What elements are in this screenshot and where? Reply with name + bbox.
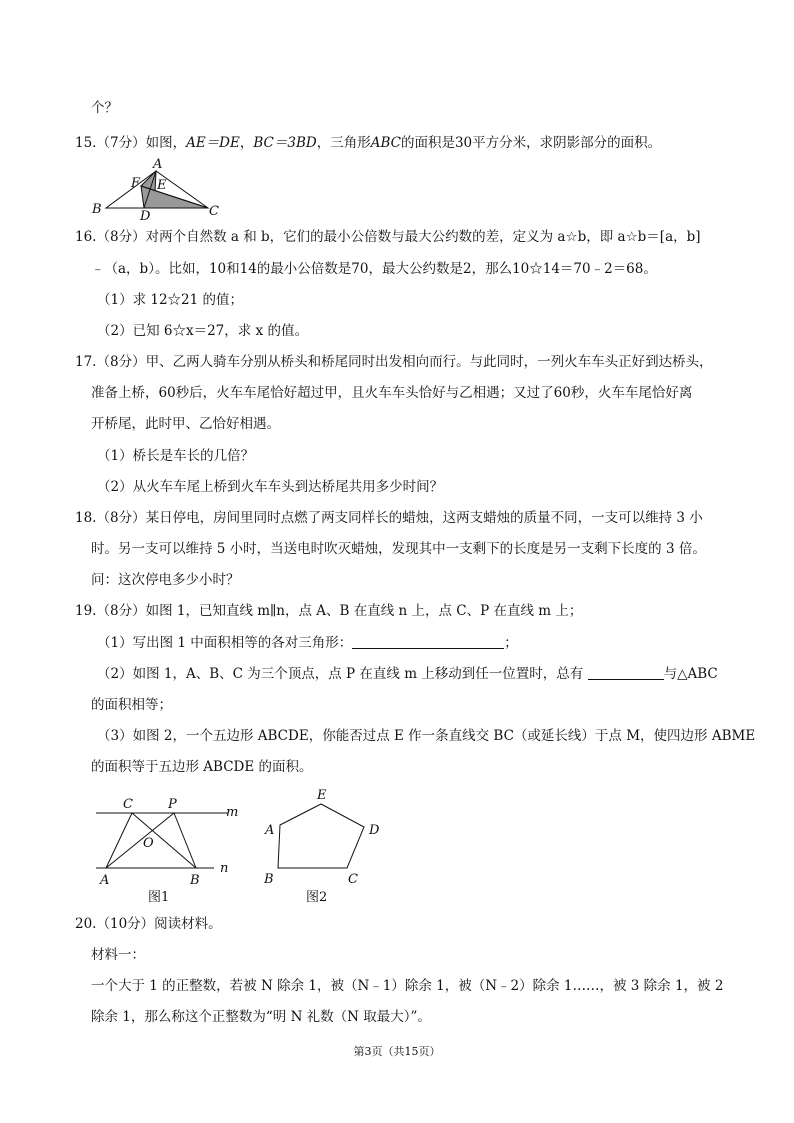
q19-blank-2[interactable] <box>588 665 664 680</box>
q16-sub1: （1）求 12☆21 的值； <box>97 292 244 308</box>
question-20 <box>75 914 222 934</box>
q15-label-d: D <box>140 209 151 222</box>
q15-label-b: B <box>92 202 102 217</box>
q15-label-a: A <box>153 157 163 172</box>
q18-line2: 时。另一支可以维持 5 小时，当送电时吹灭蜡烛，发现其中一支剩下的长度是另一支剩下长度的 3 倍。 <box>91 541 706 557</box>
q19-blank-1[interactable] <box>352 634 504 649</box>
q20-line2: 除余 1，那么称这个正整数为“明 N 礼数（N 取最大）”。 <box>91 1009 431 1025</box>
q16-sub2: （2）已知 6☆x＝27，求 x 的值。 <box>97 323 308 339</box>
q19-points: （8分） <box>96 603 146 619</box>
question-15 <box>75 133 661 153</box>
fig2-label-c: C <box>348 872 358 887</box>
q15-text-b: ，三角形 <box>316 135 371 151</box>
question-18 <box>75 508 703 528</box>
fig2-label-a: A <box>265 823 275 838</box>
q16-points: （8分） <box>96 229 146 245</box>
q19-sub3: （3）如图 2，一个五边形 ABCDE，你能否过点 E 作一条直线交 BC（或延长线）于点 M，使四边形 ABME <box>97 728 756 744</box>
q17-points: （8分） <box>96 354 146 370</box>
q15-eq2: BC＝3BD <box>253 135 317 151</box>
q15-label-e: E <box>157 178 167 193</box>
q20-points: （10分） <box>96 916 155 932</box>
q19-line1: 如图 1，已知直线 m∥n，点 A、B 在直线 n 上，点 C、P 在直线 m 上； <box>145 603 583 619</box>
q15-sep: ， <box>239 135 254 151</box>
fig2-label-e: E <box>317 788 327 803</box>
top-fragment: 个？ <box>91 100 118 116</box>
q16-line2: ﹣（a，b）。比如，10和14的最小公倍数是70，最大公约数是2，那么10☆14＝70﹣2＝68。 <box>91 261 657 277</box>
q19-sub3-cont: 的面积等于五边形 ABCDE 的面积。 <box>91 759 313 775</box>
q17-sub2: （2）从火车车尾上桥到火车车头到达桥尾共用多少时间？ <box>97 479 444 495</box>
q20-material: 材料一： <box>91 947 145 963</box>
q18-line3: 问：这次停电多少小时？ <box>91 572 240 588</box>
q15-points: （7分） <box>96 135 146 151</box>
q18-number: 18. <box>75 510 97 526</box>
q17-line1: 甲、乙两人骑车分别从桥头和桥尾同时出发相向而行。与此同时，一列火车车头正好到达桥头， <box>145 354 713 370</box>
q19-figure-1 <box>92 792 242 904</box>
q20-number: 20. <box>75 916 97 932</box>
fig1-label-b: B <box>190 873 200 888</box>
fig1-label-o: O <box>143 836 154 851</box>
q18-points: （8分） <box>96 510 146 526</box>
q15-eq1: AE＝DE <box>186 135 240 151</box>
fig1-label-p: P <box>168 797 177 812</box>
q19-sub1 <box>97 633 518 653</box>
fig1-caption: 图1 <box>148 890 170 904</box>
fig1-label-a: A <box>100 873 110 888</box>
q19-sub2-cont: 的面积相等； <box>91 697 172 713</box>
q16-number: 16. <box>75 229 97 245</box>
q19-sub1-end: ； <box>504 635 518 651</box>
page-footer: 第3页（共15页） <box>353 1045 441 1058</box>
fig1-label-n: n <box>220 861 229 876</box>
q17-line3: 开桥尾，此时甲、乙恰好相遇。 <box>91 416 280 432</box>
fig2-label-d: D <box>369 823 380 838</box>
fig1-seg-pb <box>174 813 196 868</box>
q17-line2: 准备上桥，60秒后，火车车尾恰好超过甲，且火车车头恰好与乙相遇；又过了60秒，火车车尾恰好离 <box>91 385 693 401</box>
fig2-pentagon <box>278 804 364 868</box>
q17-number: 17. <box>75 354 97 370</box>
q17-sub1: （1）桥长是车长的几倍？ <box>97 448 255 464</box>
q19-sub2-text-b: 与△ABC <box>663 666 718 682</box>
fig1-label-m: m <box>226 805 239 820</box>
q15-label-f: F <box>131 176 141 191</box>
q16-line1: 对两个自然数 a 和 b，它们的最小公倍数与最大公约数的差，定义为 a☆b，即 a☆b＝[a，b] <box>145 229 701 245</box>
fig2-caption: 图2 <box>306 890 328 904</box>
q19-sub2-text-a: （2）如图 1，A、B、C 为三个顶点，点 P 在直线 m 上移动到任一位置时，总有 <box>97 666 584 682</box>
question-17 <box>75 352 713 372</box>
q15-text-a: 如图， <box>145 135 187 151</box>
fig2-label-b: B <box>264 872 274 887</box>
fig1-label-c: C <box>123 797 133 812</box>
q19-number: 19. <box>75 603 97 619</box>
q15-figure <box>88 156 228 222</box>
fig1-seg-ca <box>106 813 132 868</box>
question-19 <box>75 601 582 621</box>
q20-line1: 一个大于 1 的正整数，若被 N 除余 1，被（N﹣1）除余 1，被（N﹣2）除余 1……，被 3 除余 1，被 2 <box>91 978 724 994</box>
q15-text-c: 的面积是30平方分米，求阴影部分的面积。 <box>400 135 662 151</box>
q19-figure-2 <box>258 782 388 904</box>
q18-line1: 某日停电，房间里同时点燃了两支同样长的蜡烛，这两支蜡烛的质量不同，一支可以维持 3 小 <box>145 510 703 526</box>
q19-sub2 <box>97 664 718 684</box>
question-16 <box>75 227 701 247</box>
q15-tri: ABC <box>370 135 401 151</box>
q15-number: 15. <box>75 135 97 151</box>
q15-label-c: C <box>209 204 219 219</box>
q20-text: 阅读材料。 <box>154 916 222 932</box>
q19-sub1-text: （1）写出图 1 中面积相等的各对三角形： <box>97 635 353 651</box>
